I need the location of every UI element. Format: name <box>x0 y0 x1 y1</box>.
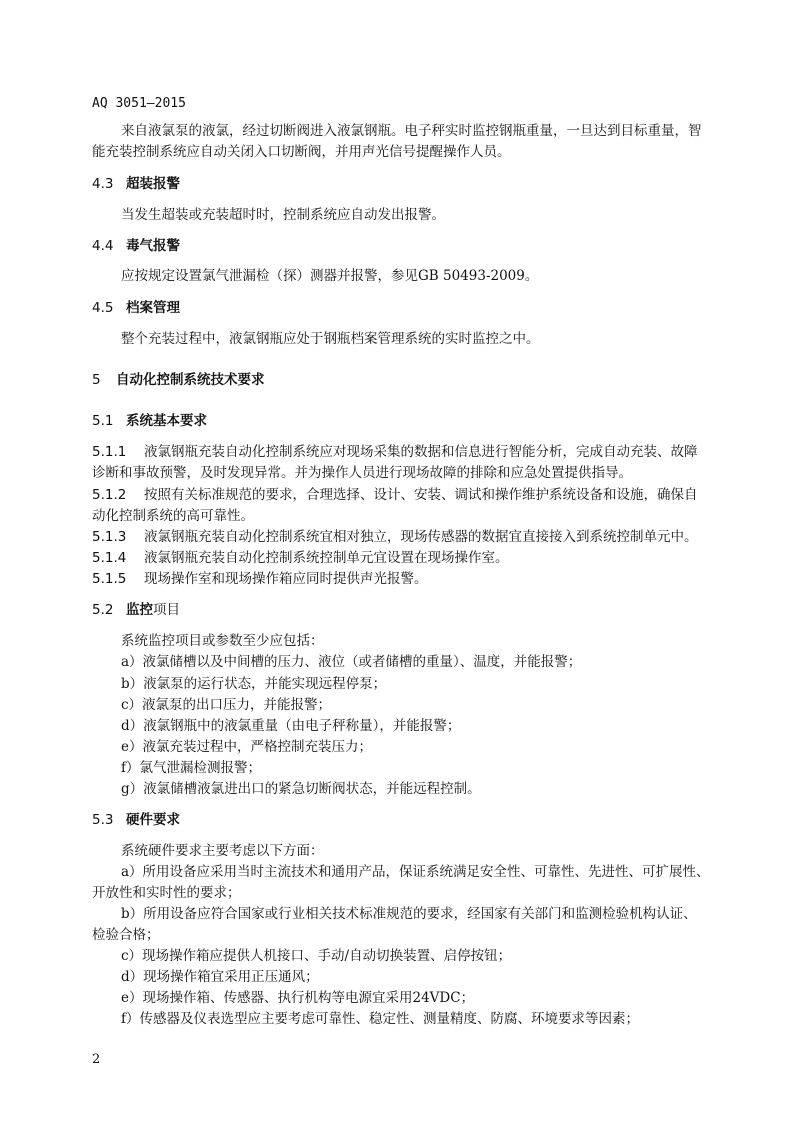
paragraph-line: 系统硬件要求主要考虑以下方面： <box>121 843 324 859</box>
section-heading-5-3 <box>92 810 180 830</box>
clause-number: 5.1.1 <box>92 444 127 460</box>
section-heading-4-5 <box>92 298 180 318</box>
section-number: 4.3 <box>92 176 114 192</box>
clause-5-1-5 <box>92 569 428 589</box>
clause-continuation: 动化控制系统的高可靠性。 <box>92 508 254 524</box>
clause-5-1-2 <box>92 485 698 505</box>
list-item-continuation: 检验合格； <box>92 927 160 943</box>
list-item-continuation: 开放性和实时性的要求； <box>92 885 241 901</box>
section-heading-5-1 <box>92 411 207 431</box>
document-id-header: AQ 3051—2015 <box>92 96 186 111</box>
section-heading-4-3 <box>92 174 180 194</box>
section-number: 5.3 <box>92 812 114 828</box>
clause-number: 5.1.3 <box>92 529 127 545</box>
list-item: b）所用设备应符合国家或行业相关技术标准规范的要求，经国家有关部门和监测检验机构认证、 <box>121 906 697 922</box>
paragraph-line: 整个充装过程中，液氯钢瓶应处于钢瓶档案管理系统的实时监控之中。 <box>121 331 540 347</box>
clause-number: 5.1.5 <box>92 571 127 587</box>
list-item: e）液氯充装过程中，严格控制充装压力； <box>121 739 372 755</box>
list-item: c）液氯泵的出口压力，并能报警； <box>121 697 332 713</box>
chapter-number: 5 <box>92 372 101 388</box>
list-item: f）氯气泄漏检测报警； <box>121 760 261 776</box>
chapter-heading-5 <box>92 370 265 390</box>
section-title: 档案管理 <box>126 300 180 316</box>
section-number: 5.1 <box>92 413 114 429</box>
list-item: a）所用设备应采用当时主流技术和通用产品，保证系统满足安全性、可靠性、先进性、可扩展性、 <box>121 864 710 880</box>
list-item: f）传感器及仪表选型应主要考虑可靠性、稳定性、测量精度、防腐、环境要求等因素； <box>121 1011 639 1027</box>
section-heading-4-4 <box>92 236 180 256</box>
clause-5-1-4 <box>92 548 509 568</box>
paragraph-line: 能充装控制系统应自动关闭入口切断阀，并用声光信号提醒操作人员。 <box>92 144 511 160</box>
list-item: e）现场操作箱、传感器、执行机构等电源宜采用24VDC； <box>121 990 475 1006</box>
clause-5-1-3 <box>92 527 698 547</box>
list-item: c）现场操作箱应提供人机接口、手动/自动切换装置、启停按钮； <box>121 948 512 964</box>
clause-5-1-1 <box>92 442 698 462</box>
section-title: 硬件要求 <box>126 812 180 828</box>
clause-text: 现场操作室和现场操作箱应同时提供声光报警。 <box>144 571 428 587</box>
section-title: 系统基本要求 <box>126 413 207 429</box>
clause-number: 5.1.4 <box>92 550 127 566</box>
section-heading-5-2 <box>92 600 180 620</box>
section-number: 4.5 <box>92 300 114 316</box>
section-title-rest: 项目 <box>153 602 180 618</box>
paragraph-line: 当发生超装或充装超时时，控制系统应自动发出报警。 <box>121 207 445 223</box>
clause-text: 液氯钢瓶充装自动化控制系统控制单元宜设置在现场操作室。 <box>144 550 509 566</box>
section-title: 毒气报警 <box>126 238 180 254</box>
section-number: 5.2 <box>92 602 114 618</box>
list-item: b）液氯泵的运行状态，并能实现远程停泵； <box>121 676 387 692</box>
paragraph-line: 系统监控项目或参数至少应包括： <box>121 633 324 649</box>
list-item: d）现场操作箱宜采用正压通风； <box>121 969 319 985</box>
list-item: a）液氯储槽以及中间槽的压力、液位（或者储槽的重量）、温度，并能报警； <box>121 654 582 670</box>
section-number: 4.4 <box>92 238 114 254</box>
clause-text: 液氯钢瓶充装自动化控制系统应对现场采集的数据和信息进行智能分析，完成自动充装、故障 <box>144 444 698 460</box>
clause-text: 液氯钢瓶充装自动化控制系统宜相对独立，现场传感器的数据宜直接接入到系统控制单元中。 <box>144 529 698 545</box>
page-number: 2 <box>92 1052 101 1067</box>
paragraph-line: 应按规定设置氯气泄漏检（探）测器并报警，参见GB 50493-2009。 <box>121 268 539 284</box>
clause-continuation: 诊断和事故预警，及时发现异常。并为操作人员进行现场故障的排除和应急处置提供指导。 <box>92 465 632 481</box>
list-item: g）液氯储槽液氯进出口的紧急切断阀状态，并能远程控制。 <box>121 781 481 797</box>
section-title: 监控 <box>126 602 153 618</box>
clause-text: 按照有关标准规范的要求，合理选择、设计、安装、调试和操作维护系统设备和设施，确保自 <box>144 487 698 503</box>
chapter-title: 自动化控制系统技术要求 <box>116 372 265 388</box>
paragraph-line: 来自液氯泵的液氯，经过切断阀进入液氯钢瓶。电子秤实时监控钢瓶重量，一旦达到目标重量，智 <box>121 123 702 139</box>
list-item: d）液氯钢瓶中的液氯重量（由电子秤称量），并能报警； <box>121 718 461 734</box>
clause-number: 5.1.2 <box>92 487 127 503</box>
section-title: 超装报警 <box>126 176 180 192</box>
